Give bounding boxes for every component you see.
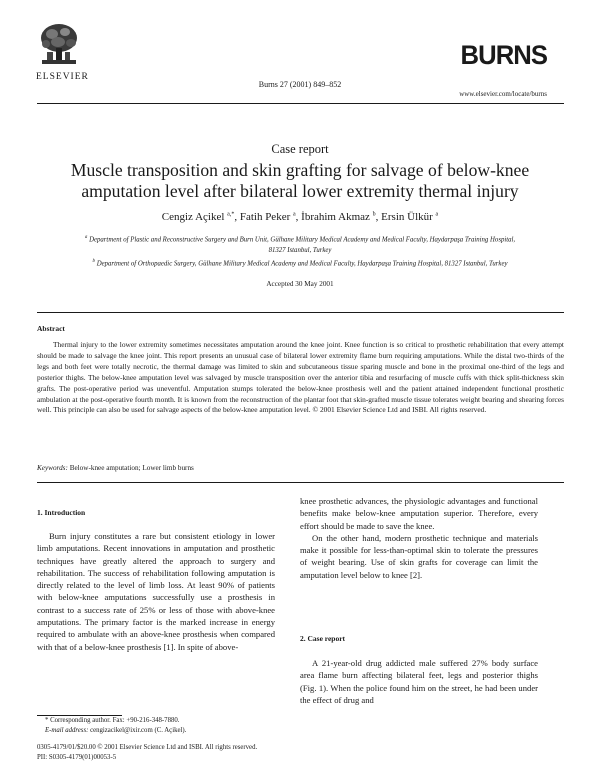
email-link[interactable]: cengizacikel@ixir.com (C. Açikel).: [90, 727, 187, 734]
author-name: Ersin Ülkür: [381, 211, 433, 223]
author-affiliation-mark: a: [435, 211, 439, 218]
abstract-top-rule: [37, 312, 564, 313]
header-rule: [37, 103, 564, 104]
keywords-text: Below-knee amputation; Lower limb burns: [69, 464, 194, 472]
footnote-rule: [37, 715, 122, 716]
left-column-text: [37, 530, 275, 653]
affiliation: $^a$ Department of Plastic and Reconstructive Surgery and Burn Unit, Gülhane Military Medical Academy and Medical Faculty, Haydarpaşa Training Hospital, 81327 Istanbul, Turkey: [84, 235, 516, 255]
elsevier-tree-logo: [38, 22, 80, 68]
author-list: Cengiz Açikel $^{a,*}$, Fatih Peker $^a$, İbrahim Akmaz $^b$, Ersin Ülkür $^a$: [161, 211, 439, 223]
corresponding-author-note: * Corresponding author. Fax: +90-216-348-7880.: [45, 717, 180, 724]
author-affiliation-mark: a,*: [227, 211, 235, 218]
accepted-date: Accepted 30 May 2001: [266, 280, 334, 288]
email-note: [45, 727, 186, 734]
abstract-text: Thermal injury to the lower extremity sometimes necessitates amputation around the knee joint. Knee function is so critical to prosthetic rehabilitation that every attempt should be made to salvage the knee joint. This report presents an unusual case of bilateral lower extremity flame burn requiring amputations. While the distal two-thirds of the legs and both feet were totally necrotic, the thermal damage was limited to skin and subcutaneous tissue sparing muscle and bone in the proximal one-third of the legs and posterior thighs. The below-knee amputation level was salvaged by muscle transposition over the anterior tibia and resurfacing of muscle cuffs with thick split-thickness skin grafts. The post-operative period was uneventful. Amputation stumps tolerated the below-knee prosthesis well and the patient attained independent functional prosthetic ambulation at the post-operative fourth month. It is known from the reconstruction of the plantar foot that skin-grafted muscle tissue tolerates weight bearing and shearing forces well. This principle can also be used for salvage aspects of the below-knee amputation level. © 2001 Elsevier Science Ltd and ISBI. All rights reserved.: [37, 340, 564, 415]
keywords-label: Keywords:: [37, 464, 68, 472]
section-heading-introduction: 1. Introduction: [37, 508, 86, 517]
author-name: Cengiz Açikel: [161, 211, 225, 223]
keywords: [37, 464, 194, 472]
affiliation: $^b$ Department of Orthopaedic Surgery, Gülhane Military Medical Academy and Medical Faculty, Haydarpaşa Training Hospital, 81327 Istanbul, Turkey: [92, 259, 508, 268]
publisher-name: ELSEVIER: [36, 72, 89, 82]
paragraph: A 21-year-old drug addicted male suffered 27% body surface area flame burn affecting bilateral feet, legs and posterior thighs (Fig. 1). When the police found him on the street, he had been under the effect of drug and: [300, 658, 538, 705]
author-name: İbrahim Akmaz: [301, 211, 370, 223]
journal-logo: BURNS: [460, 40, 547, 70]
paragraph: On the other hand, modern prosthetic technique and materials make it possible for less-than-optimal skin to tolerate the pressures of weight bearing. Use of skin grafts for coverage can limit the amputation level below to knee [2].: [300, 532, 538, 580]
journal-url-link[interactable]: www.elsevier.com/locate/burns: [459, 90, 547, 98]
copyright-line: 0305-4179/01/$20.00 © 2001 Elsevier Science Ltd and ISBI. All rights reserved.: [37, 744, 258, 751]
right-column-case-text: [300, 657, 538, 706]
author-name: Fatih Peker: [239, 211, 291, 223]
article-title: Muscle transposition and skin grafting for salvage of below-knee amputation level after bilateral lower extremity thermal injury: [70, 160, 530, 201]
affiliations: [80, 232, 520, 270]
abstract-heading: Abstract: [37, 324, 65, 333]
pii-line: PII: S0305-4179(01)00053-5: [37, 754, 117, 761]
right-column-text: [300, 495, 538, 581]
author-affiliation-mark: a: [293, 211, 296, 218]
paragraph: Burn injury constitutes a rare but consistent etiology in lower limb amputations. Recent innovations in amputation and prosthetic techniques have greatly altered the approach to surgery and rehabilitation. The success of rehabilitation following amputation is directly related to the level of limb loss. At least 90% of patients with below-knee amputations successfully use a prosthesis in contrast to a success rate of 25% or less of those with above-knee amputations. The primary factor is the marked increase in energy required to ambulate with an above-knee prosthesis when compared with that of a below-knee prosthesis [1]. In spite of above-: [37, 531, 275, 652]
paragraph: knee prosthetic advances, the physiologic advantages and functional benefits make below-knee amputation superior. Therefore, every effort should be made to save the knee.: [300, 496, 538, 531]
email-label: E-mail address:: [45, 727, 89, 734]
journal-citation: Burns 27 (2001) 849–852: [258, 80, 342, 89]
section-heading-case-report: 2. Case report: [300, 634, 346, 643]
author-affiliation-mark: b: [372, 211, 376, 218]
abstract-bottom-rule: [37, 482, 564, 483]
copyright-block: [37, 743, 257, 763]
article-type: Case report: [271, 142, 329, 156]
